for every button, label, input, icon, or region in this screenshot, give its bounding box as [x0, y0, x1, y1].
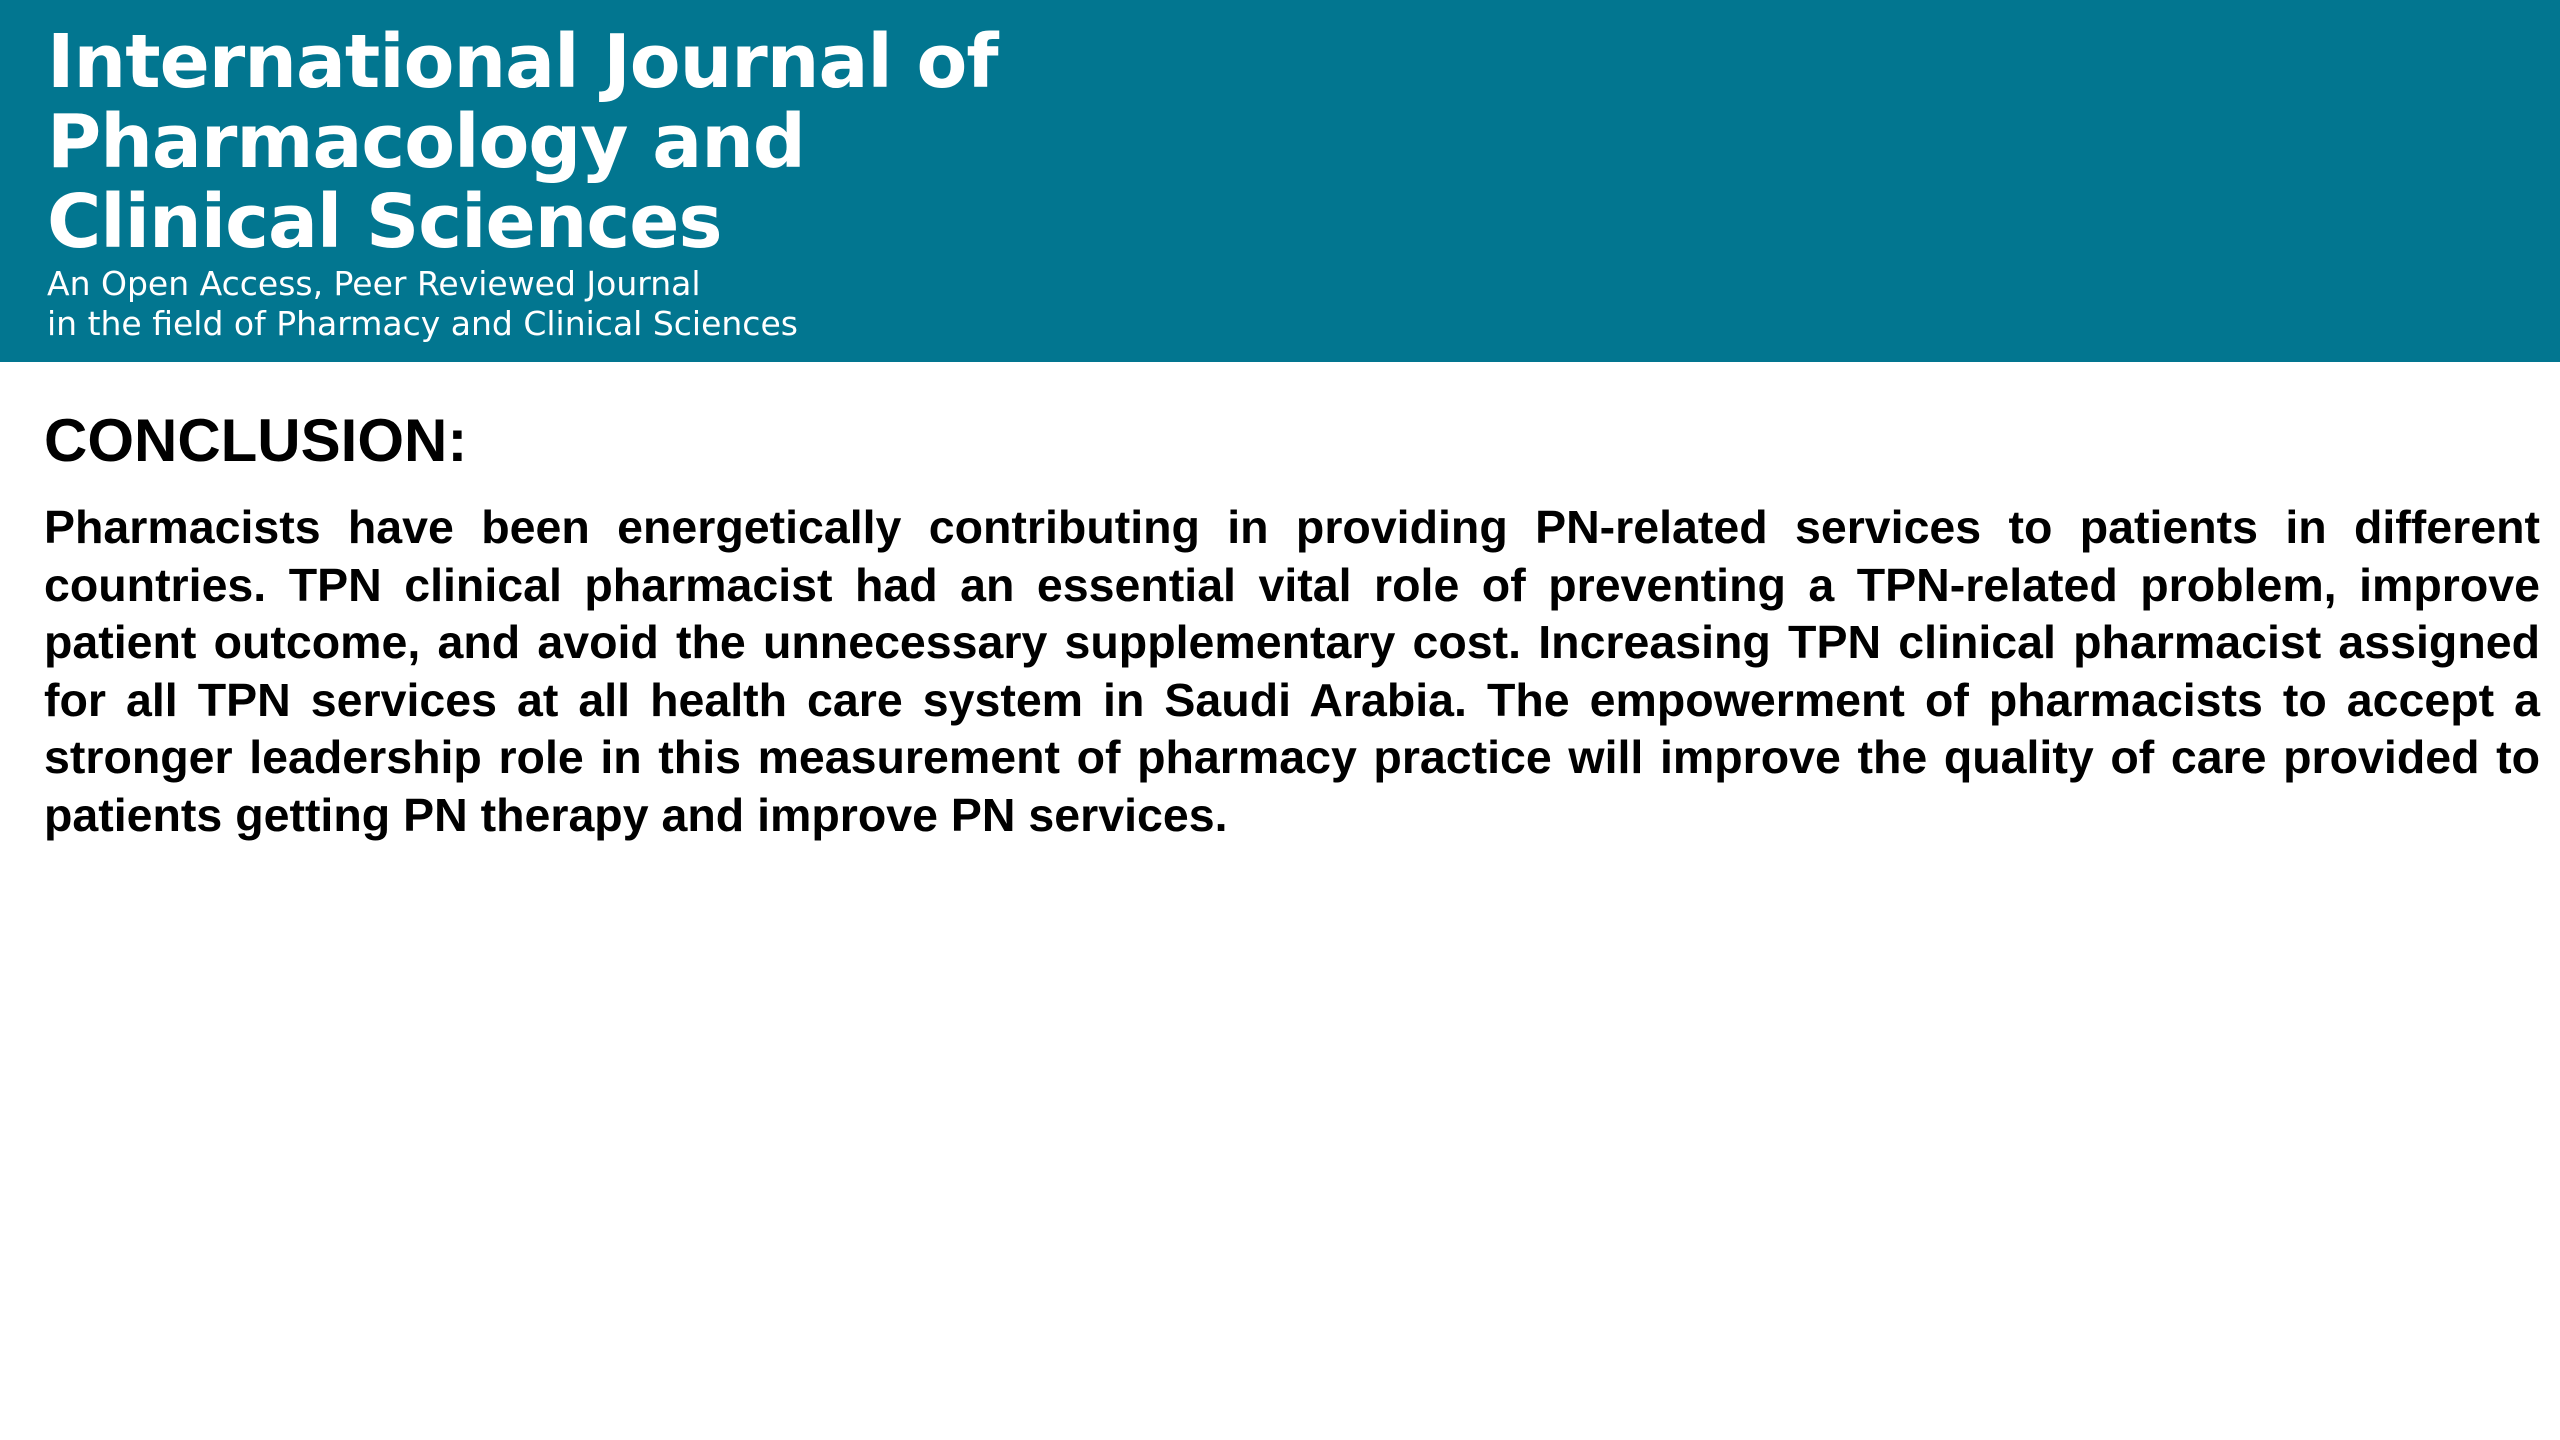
journal-subtitle-line: An Open Access, Peer Reviewed Journal — [47, 264, 701, 303]
journal-title — [47, 19, 2560, 265]
journal-title-line: International Journal of — [47, 19, 998, 105]
conclusion-paragraph: Pharmacists have been energetically contributing in providing PN-related services to patients in different countries. TPN clinical pharmacist had an essential vital role of preventing a TPN-related problem, improve patient outcome, and avoid the unnecessary supplementary cost. Increasing TPN clinical pharmacist assigned for all TPN services at all health care system in Saudi Arabia. The empowerment of pharmacists to accept a stronger leadership role in this measurement of pharmacy practice will improve the quality of care provided to patients getting PN therapy and improve PN services. — [44, 501, 2540, 841]
journal-subtitle — [47, 264, 2560, 344]
conclusion-section — [44, 405, 2540, 844]
journal-title-line: Clinical Sciences — [47, 179, 722, 265]
section-heading: CONCLUSION: — [44, 407, 468, 474]
journal-banner — [0, 0, 2560, 362]
journal-subtitle-line: in the field of Pharmacy and Clinical Sciences — [47, 304, 798, 343]
journal-title-line: Pharmacology and — [47, 99, 805, 185]
